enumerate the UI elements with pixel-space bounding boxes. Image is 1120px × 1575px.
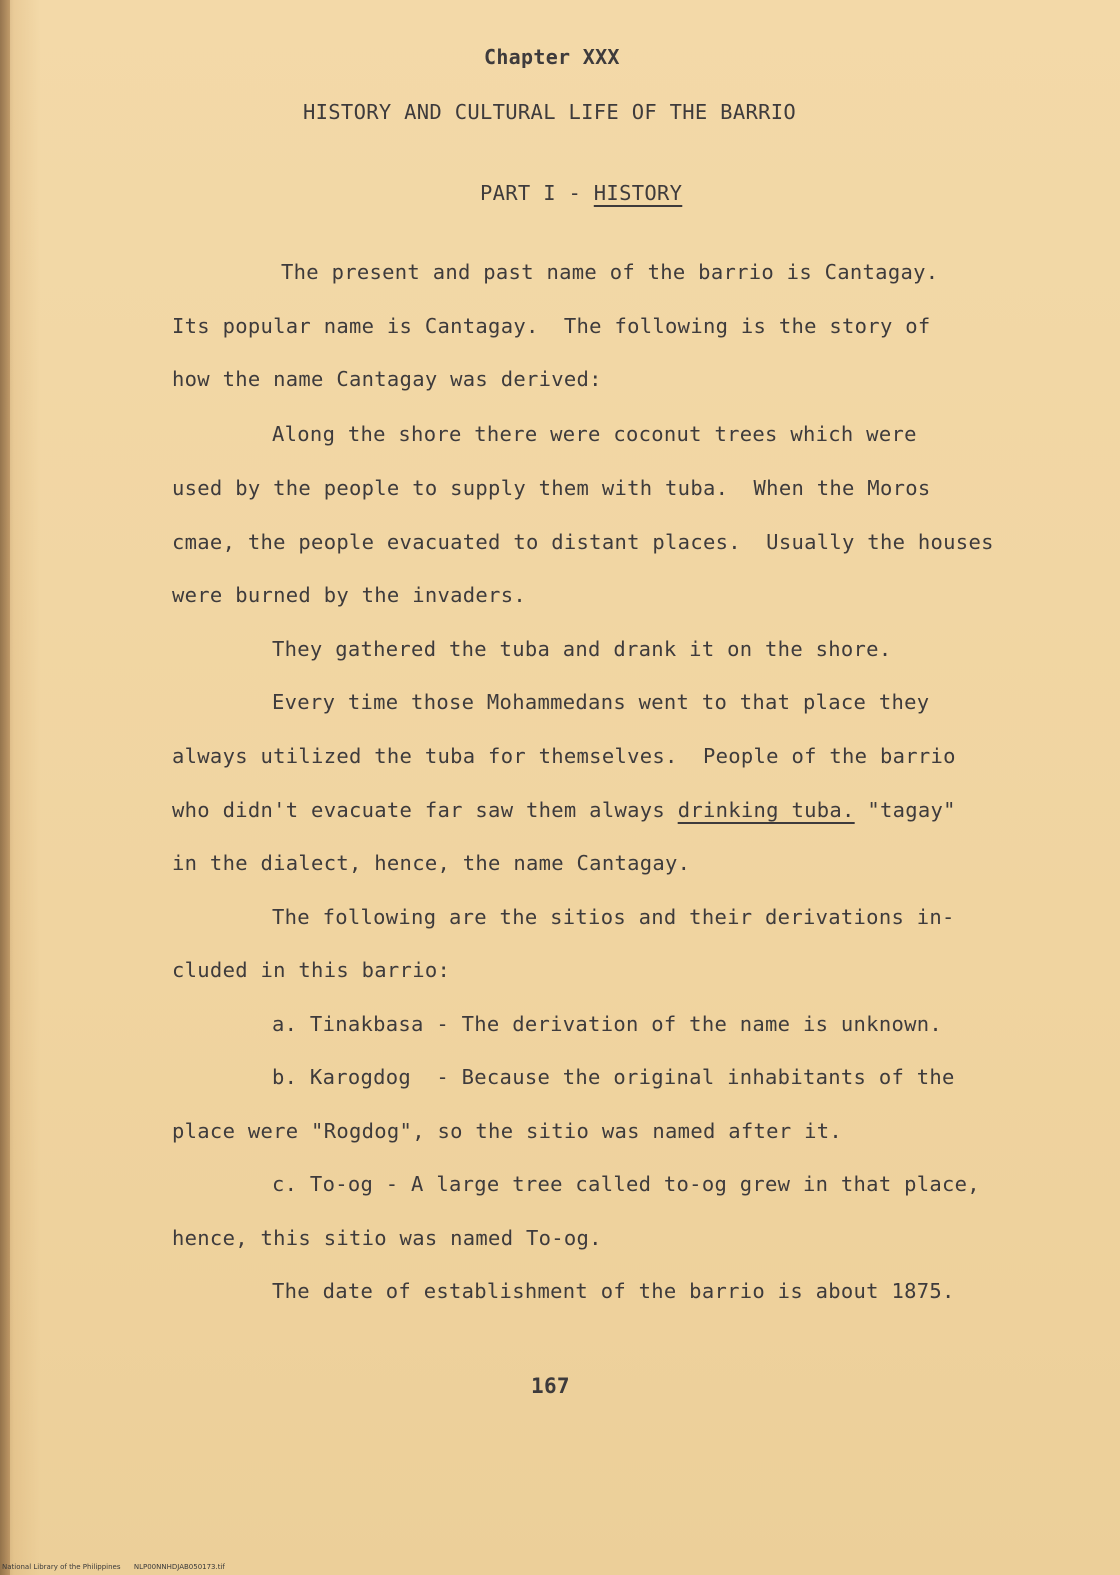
part-title: HISTORY [593, 181, 683, 205]
sitio-item: c. To-og - A large tree called to-og grew in that place, [272, 1172, 980, 1196]
footer-left: National Library of the Philippines [2, 1563, 121, 1571]
body-line: were burned by the invaders. [172, 583, 526, 607]
chapter-subtitle: HISTORY AND CULTURAL LIFE OF THE BARRIO [303, 100, 797, 124]
body-line: place were "Rogdog", so the sitio was named after it. [172, 1119, 843, 1143]
sitio-item: a. Tinakbasa - The derivation of the name is unknown. [272, 1012, 943, 1036]
part-prefix: PART I - [480, 181, 594, 205]
body-line: The present and past name of the barrio is Cantagay. [281, 260, 939, 284]
page-number: 167 [531, 1374, 570, 1398]
sitio-item: b. Karogdog - Because the original inhabitants of the [272, 1065, 955, 1089]
body-line: used by the people to supply them with tuba. When the Moros [172, 476, 931, 500]
body-line: The date of establishment of the barrio is about 1875. [272, 1279, 955, 1303]
part-heading [480, 181, 682, 205]
body-line: Every time those Mohammedans went to that place they [272, 690, 930, 714]
body-line: cmae, the people evacuated to distant places. Usually the houses [172, 530, 994, 554]
body-line-segment: who didn't evacuate far saw them always [172, 798, 678, 822]
body-line: They gathered the tuba and drank it on the shore. [272, 637, 892, 661]
underlined-phrase: drinking tuba. [677, 798, 855, 822]
body-line: Its popular name is Cantagay. The following is the story of [172, 314, 931, 338]
book-spine-shadow [0, 0, 10, 1575]
body-line: The following are the sitios and their derivations in- [272, 905, 955, 929]
chapter-title: Chapter XXX [484, 45, 620, 69]
body-line: in the dialect, hence, the name Cantagay. [172, 851, 691, 875]
body-line-segment: "tagay" [854, 798, 956, 822]
scan-footer [2, 1563, 225, 1571]
body-line: hence, this sitio was named To-og. [172, 1226, 602, 1250]
body-line: Along the shore there were coconut trees which were [272, 422, 917, 446]
footer-right: NLP00NNHDJAB050173.tif [133, 1563, 225, 1571]
body-line: always utilized the tuba for themselves. People of the barrio [172, 744, 956, 768]
body-line: how the name Cantagay was derived: [172, 367, 602, 391]
body-line [172, 798, 956, 822]
body-line: cluded in this barrio: [172, 958, 451, 982]
